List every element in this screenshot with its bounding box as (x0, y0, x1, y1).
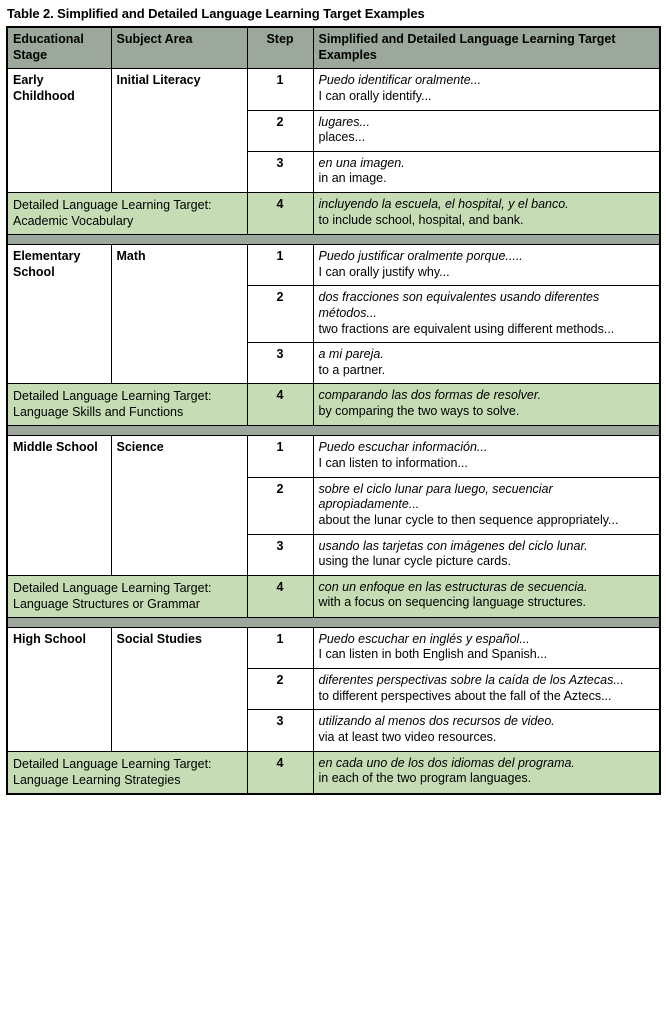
cell-example (313, 751, 660, 794)
example-spanish: diferentes perspectivas sobre la caída de los Aztecas... (318, 673, 624, 687)
cell-step: 3 (247, 343, 313, 384)
cell-step: 2 (247, 286, 313, 343)
detailed-target-row (7, 575, 660, 617)
detailed-target-label: Detailed Language Learning Target: Language Structures or Grammar (7, 575, 247, 617)
example-english: using the lunar cycle picture cards. (318, 554, 511, 569)
cell-example (313, 193, 660, 235)
cell-step: 2 (247, 477, 313, 534)
table-row (7, 69, 660, 110)
example-english: to different perspectives about the fall of the Aztecs... (318, 688, 612, 703)
example-spanish: utilizando al menos dos recursos de video. (318, 714, 555, 729)
cell-step: 4 (247, 193, 313, 235)
detailed-target-label: Detailed Language Learning Target: Language Skills and Functions (7, 384, 247, 426)
example-english: with a focus on sequencing language structures. (318, 595, 587, 610)
cell-subject-area: Initial Literacy (111, 69, 247, 193)
example-spanish: Puedo escuchar en inglés y español... (318, 631, 530, 646)
example-spanish: con un enfoque en las estructuras de secuencia. (318, 579, 588, 594)
cell-example (313, 710, 660, 751)
cell-step: 1 (247, 245, 313, 286)
cell-example (313, 384, 660, 426)
example-spanish: sobre el ciclo lunar para luego, secuenciar apropiadamente... (318, 481, 553, 512)
example-english: via at least two video resources. (318, 729, 497, 744)
example-english: about the lunar cycle to then sequence appropriately... (318, 512, 619, 527)
cell-step: 4 (247, 384, 313, 426)
example-english: places... (318, 130, 366, 145)
cell-example (313, 436, 660, 477)
cell-educational-stage: Elementary School (7, 245, 111, 384)
example-spanish: lugares... (318, 114, 370, 129)
example-english: in each of the two program languages. (318, 771, 532, 786)
table-body (7, 69, 660, 794)
table-row (7, 436, 660, 477)
section-divider (7, 617, 660, 627)
cell-example (313, 669, 660, 710)
cell-example (313, 110, 660, 151)
cell-example (313, 151, 660, 192)
cell-step: 1 (247, 627, 313, 668)
detailed-target-row (7, 193, 660, 235)
table-row (7, 627, 660, 668)
table-header (7, 27, 660, 69)
cell-step: 1 (247, 436, 313, 477)
example-spanish: usando las tarjetas con imágenes del ciclo lunar. (318, 538, 588, 553)
example-english: in an image. (318, 171, 387, 186)
column-header-examples: Simplified and Detailed Language Learning Target Examples (313, 27, 660, 69)
cell-step: 3 (247, 151, 313, 192)
section-divider-cell (7, 235, 660, 245)
cell-example (313, 575, 660, 617)
cell-educational-stage: Middle School (7, 436, 111, 575)
cell-example (313, 343, 660, 384)
cell-example (313, 627, 660, 668)
section-divider-cell (7, 426, 660, 436)
cell-step: 4 (247, 575, 313, 617)
example-english: I can listen in both English and Spanish... (318, 647, 548, 662)
cell-educational-stage: Early Childhood (7, 69, 111, 193)
example-spanish: Puedo justificar oralmente porque..... (318, 249, 523, 263)
detailed-target-label: Detailed Language Learning Target: Academic Vocabulary (7, 193, 247, 235)
cell-subject-area: Social Studies (111, 627, 247, 751)
section-divider (7, 235, 660, 245)
column-header-step: Step (247, 27, 313, 69)
cell-subject-area: Math (111, 245, 247, 384)
detailed-target-row (7, 751, 660, 794)
cell-step: 1 (247, 69, 313, 110)
example-english: I can orally identify... (318, 88, 432, 103)
table-header-row (7, 27, 660, 69)
cell-educational-stage: High School (7, 627, 111, 751)
example-spanish: en una imagen. (318, 155, 405, 170)
example-spanish: en cada uno de los dos idiomas del programa. (318, 755, 575, 770)
example-english: I can listen to information... (318, 456, 468, 470)
cell-step: 3 (247, 710, 313, 751)
example-english: I can orally justify why... (318, 264, 450, 279)
column-header-educational-stage: Educational Stage (7, 27, 111, 69)
cell-step: 3 (247, 534, 313, 575)
language-learning-targets-table (6, 26, 661, 795)
example-spanish: Puedo escuchar información... (318, 440, 488, 455)
detailed-target-row (7, 384, 660, 426)
cell-step: 4 (247, 751, 313, 794)
cell-step: 2 (247, 110, 313, 151)
example-english: two fractions are equivalent using different methods... (318, 321, 615, 336)
example-english: to include school, hospital, and bank. (318, 212, 524, 227)
table-row (7, 245, 660, 286)
cell-example (313, 286, 660, 343)
column-header-subject-area: Subject Area (111, 27, 247, 69)
section-divider-cell (7, 617, 660, 627)
cell-example (313, 534, 660, 575)
example-spanish: dos fracciones son equivalentes usando diferentes métodos... (318, 290, 600, 320)
table-caption: Table 2. Simplified and Detailed Language Learning Target Examples (7, 6, 425, 21)
cell-example (313, 477, 660, 534)
example-english: to a partner. (318, 362, 386, 377)
example-spanish: a mi pareja. (318, 347, 384, 362)
detailed-target-label: Detailed Language Learning Target: Language Learning Strategies (7, 751, 247, 794)
example-english: by comparing the two ways to solve. (318, 404, 520, 418)
section-divider (7, 426, 660, 436)
example-spanish: Puedo identificar oralmente... (318, 73, 482, 88)
cell-example (313, 245, 660, 286)
cell-subject-area: Science (111, 436, 247, 575)
cell-example (313, 69, 660, 110)
cell-step: 2 (247, 669, 313, 710)
example-spanish: incluyendo la escuela, el hospital, y el banco. (318, 197, 569, 211)
example-spanish: comparando las dos formas de resolver. (318, 388, 542, 403)
